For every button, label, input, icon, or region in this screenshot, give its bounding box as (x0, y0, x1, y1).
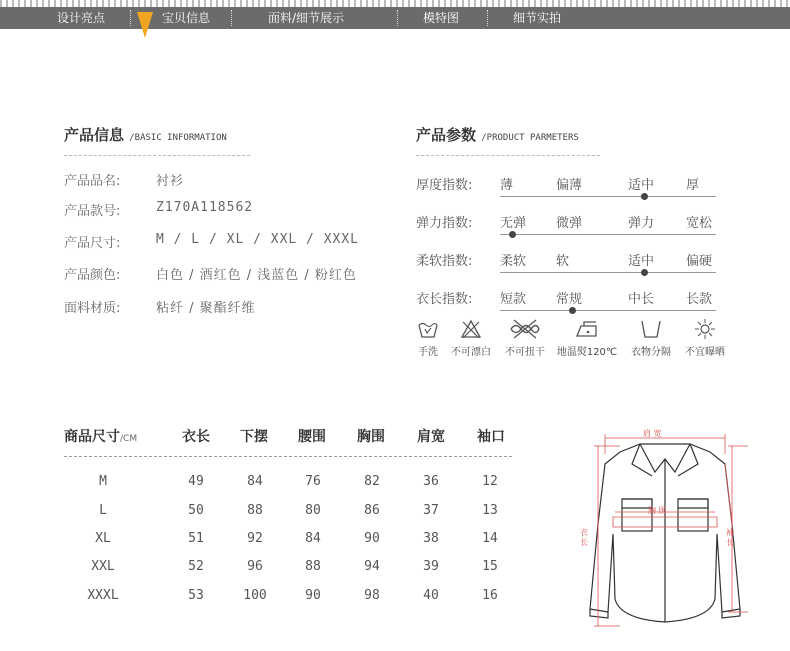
nav-pattern-strip (0, 0, 790, 7)
size-cell: 38 (423, 531, 439, 546)
care-iron-low (556, 318, 618, 358)
scale-option: 长款 (686, 292, 713, 307)
scale-marker (509, 231, 516, 238)
size-cell: 37 (423, 503, 439, 518)
size-table-divider (64, 456, 512, 457)
hand-wash-icon (417, 318, 439, 340)
size-table-header: 腰围 (298, 429, 326, 445)
product-params-title-cn: 产品参数 (416, 126, 477, 144)
info-value-sizes: M / L / XL / XXL / XXXL (156, 232, 360, 247)
size-header-unit: /CM (120, 434, 138, 444)
size-cell: 98 (364, 588, 380, 603)
size-cell: 12 (482, 474, 498, 489)
scale-track (500, 234, 716, 235)
scale-option: 弹力 (628, 216, 655, 231)
info-label: 产品品名: (64, 174, 121, 189)
care-label: 不可扭干 (505, 347, 545, 358)
product-info-title-cn: 产品信息 (64, 126, 125, 144)
scale-option: 柔软 (500, 254, 527, 269)
size-cell: 80 (305, 503, 321, 518)
care-label: 手洗 (418, 347, 438, 358)
scale-option: 适中 (628, 178, 655, 193)
info-label: 面料材质: (64, 301, 121, 316)
scale-marker (569, 307, 576, 314)
iron-low-icon (574, 318, 600, 340)
scale-option: 中长 (628, 292, 655, 307)
nav-separator (397, 10, 398, 26)
care-label: 不宜曝晒 (685, 347, 725, 358)
size-table-header: 下摆 (240, 429, 268, 445)
info-value-colors: 白色 / 酒红色 / 浅蓝色 / 粉红色 (156, 268, 357, 283)
scale-option: 宽松 (686, 216, 713, 231)
size-cell: 50 (188, 503, 204, 518)
care-no-wring (500, 318, 550, 358)
product-info-title (64, 124, 227, 145)
care-wash-separately (626, 318, 676, 358)
size-cell: 88 (247, 503, 263, 518)
scale-marker (641, 269, 648, 276)
info-value-material: 粘纤 / 聚酯纤维 (156, 301, 256, 316)
top-nav-bar (0, 0, 790, 30)
size-table-header: 衣长 (182, 429, 210, 445)
scale-option: 厚 (686, 178, 700, 193)
scale-option: 软 (556, 254, 570, 269)
diagram-label-chest: 胸 围 (648, 506, 667, 515)
nav-separator (231, 10, 232, 26)
diagram-label-shoulder: 肩 宽 (643, 429, 662, 438)
size-cell: 88 (305, 559, 321, 574)
size-cell: 86 (364, 503, 380, 518)
size-header-label: 商品尺寸 (64, 429, 120, 445)
scale-option: 薄 (500, 178, 514, 193)
nav-item-design[interactable]: 设计亮点 (57, 11, 106, 25)
scale-option: 常规 (556, 292, 583, 307)
no-wring-icon (508, 318, 542, 340)
size-cell: 36 (423, 474, 439, 489)
scale-option: 偏硬 (686, 254, 713, 269)
scale-label: 衣长指数: (416, 292, 473, 307)
nav-item-model[interactable]: 模特图 (423, 11, 460, 25)
diagram-label-sleeve: 袖 长 (726, 528, 734, 547)
scale-option: 微弹 (556, 216, 583, 231)
scale-marker (641, 193, 648, 200)
divider (416, 155, 600, 156)
scale-label: 柔软指数: (416, 254, 473, 269)
size-cell: 92 (247, 531, 263, 546)
size-table-header-size (64, 426, 137, 446)
active-tab-indicator (137, 12, 153, 38)
size-table-header: 肩宽 (417, 429, 445, 445)
scale-label: 厚度指数: (416, 178, 473, 193)
size-cell: 53 (188, 588, 204, 603)
nav-item-detail-photos[interactable]: 细节实拍 (513, 11, 562, 25)
size-cell: 94 (364, 559, 380, 574)
size-cell: 90 (305, 588, 321, 603)
shirt-measure-diagram (580, 424, 750, 632)
care-no-bleach (446, 318, 496, 358)
size-cell: 51 (188, 531, 204, 546)
size-cell: 84 (305, 531, 321, 546)
nav-item-fabric-detail[interactable]: 面料/细节展示 (268, 11, 345, 25)
scale-track (500, 310, 716, 311)
info-label: 产品颜色: (64, 268, 121, 283)
scale-track (500, 196, 716, 197)
nav-item-product-info[interactable]: 宝贝信息 (162, 11, 211, 25)
size-cell: 16 (482, 588, 498, 603)
size-table-header: 袖口 (477, 429, 505, 445)
diagram-label-length: 衣 长 (580, 528, 588, 547)
size-cell: 84 (247, 474, 263, 489)
size-cell: 82 (364, 474, 380, 489)
nav-separator (487, 10, 488, 26)
care-label: 地温熨120℃ (556, 347, 618, 358)
size-cell: 39 (423, 559, 439, 574)
info-value-sku: Z170A118562 (156, 200, 254, 215)
product-info-title-en: /BASIC INFORMATION (129, 133, 227, 143)
size-cell: 13 (482, 503, 498, 518)
size-row-label: XL (95, 531, 111, 546)
care-label: 衣物分隔 (631, 347, 671, 358)
scale-track (500, 272, 716, 273)
size-cell: 49 (188, 474, 204, 489)
no-sun-icon (694, 318, 716, 340)
wash-separately-icon (639, 318, 663, 340)
divider (64, 155, 250, 156)
size-cell: 100 (243, 588, 267, 603)
scale-option: 无弹 (500, 216, 527, 231)
size-row-label: L (99, 503, 107, 518)
size-table-header: 胸围 (357, 429, 385, 445)
size-cell: 15 (482, 559, 498, 574)
size-cell: 40 (423, 588, 439, 603)
product-params-title (416, 124, 579, 145)
size-cell: 14 (482, 531, 498, 546)
size-row-label: XXXL (87, 588, 119, 603)
info-value-name: 衬衫 (156, 174, 185, 189)
care-no-sun (680, 318, 730, 358)
scale-label: 弹力指数: (416, 216, 473, 231)
care-hand-wash (414, 318, 442, 358)
nav-separator (130, 10, 131, 26)
size-row-label: XXL (91, 559, 115, 574)
size-cell: 76 (305, 474, 321, 489)
scale-option: 偏薄 (556, 178, 583, 193)
size-row-label: M (99, 474, 107, 489)
product-params-title-en: /PRODUCT PARMETERS (481, 133, 579, 143)
care-label: 不可漂白 (451, 347, 491, 358)
size-cell: 96 (247, 559, 263, 574)
size-cell: 90 (364, 531, 380, 546)
scale-option: 适中 (628, 254, 655, 269)
size-cell: 52 (188, 559, 204, 574)
info-label: 产品款号: (64, 204, 121, 219)
scale-option: 短款 (500, 292, 527, 307)
nav-band (0, 7, 790, 29)
info-label: 产品尺寸: (64, 236, 121, 251)
no-bleach-icon (460, 318, 482, 340)
